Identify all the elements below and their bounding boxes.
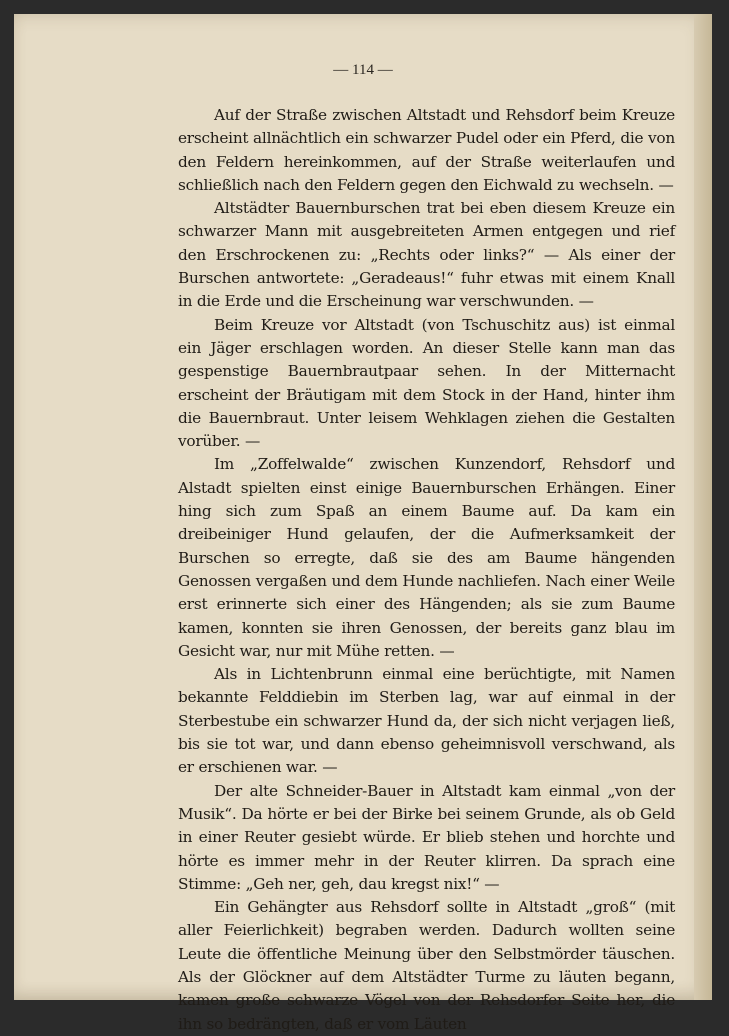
paragraph-6: Der alte Schneider-Bauer in Altstadt kam einmal „von der Musik“. Da hörte er bei der Birke bei seinem Grunde, als ob Geld in einer Reuter gesiebt würde. Er blieb stehen und horchte und hörte es immer mehr in der Reuter klirren. Da sprach eine Stimme: „Geh ner, geh, dau kregst nix!“ —: [178, 781, 675, 893]
paragraph-5: Als in Lichtenbrunn einmal eine berüchtigte, mit Namen bekannte Felddiebin im Sterben lag, war auf einmal in der Sterbestube ein schwarzer Hund da, der sich nicht verjagen ließ, bis sie tot war, und dann ebenso geheimnisvoll verschwand, als er erschienen war. —: [178, 665, 675, 777]
paragraph-4: Im „Zoffelwalde“ zwischen Kunzendorf, Rehsdorf und Alstadt spielten einst einige Bauernburschen Erhängen. Einer hing sich zum Spaß an einem Baume auf. Da kam ein dreibeiniger Hund gelaufen, der die Aufmerksamkeit der Burschen so erregte, daß sie des am Baume hängenden Genossen vergaßen und dem Hunde nachliefen. Nach einer Weile erst erinnerte sich einer des Hängenden; als sie zum Baume kamen, konnten sie ihren Genossen, der bereits ganz blau im Gesicht war, nur mit Mühe retten. —: [178, 455, 675, 660]
paragraph-3: Beim Kreuze vor Altstadt (von Tschuschitz aus) ist einmal ein Jäger erschlagen worden. An dieser Stelle kann man das gespenstige Bauernbrautpaar sehen. In der Mitternacht erscheint der Bräutigam mit dem Stock in der Hand, hinter ihm die Bauernbraut. Unter leisem Wehklagen ziehen die Gestalten vorüber. —: [178, 315, 675, 451]
book-page: [14, 14, 712, 1033]
paragraph-7: Ein Gehängter aus Rehsdorf sollte in Altstadt „groß“ (mit aller Feierlichkeit) begraben werden. Dadurch wollten seine Leute die öffentliche Meinung über den Selbstmörder täuschen. Als der Glöckner auf dem Altstädter Turme zu läuten begann, kamen große schwarze Vögel von der Rehsdorfer Seite her, die ihn so bedrängten, daß er vom Läuten: [178, 898, 675, 1033]
page-edge: [694, 14, 712, 1000]
body-text: [178, 104, 675, 1036]
page-number: — 114 —: [333, 62, 393, 78]
paragraph-1: Auf der Straße zwischen Altstadt und Rehsdorf beim Kreuze erscheint allnächtlich ein schwarzer Pudel oder ein Pferd, die von den Feldern hereinkommen, auf der Straße weiterlaufen und schließlich nach den Feldern gegen den Eichwald zu wechseln. —: [178, 106, 675, 194]
paragraph-2: Altstädter Bauernburschen trat bei eben diesem Kreuze ein schwarzer Mann mit ausgebreiteten Armen entgegen und rief den Erschrockenen zu: „Rechts oder links?“ — Als einer der Burschen antwortete: „Geradeaus!“ fuhr etwas mit einem Knall in die Erde und die Erscheinung war verschwunden. —: [178, 199, 675, 311]
